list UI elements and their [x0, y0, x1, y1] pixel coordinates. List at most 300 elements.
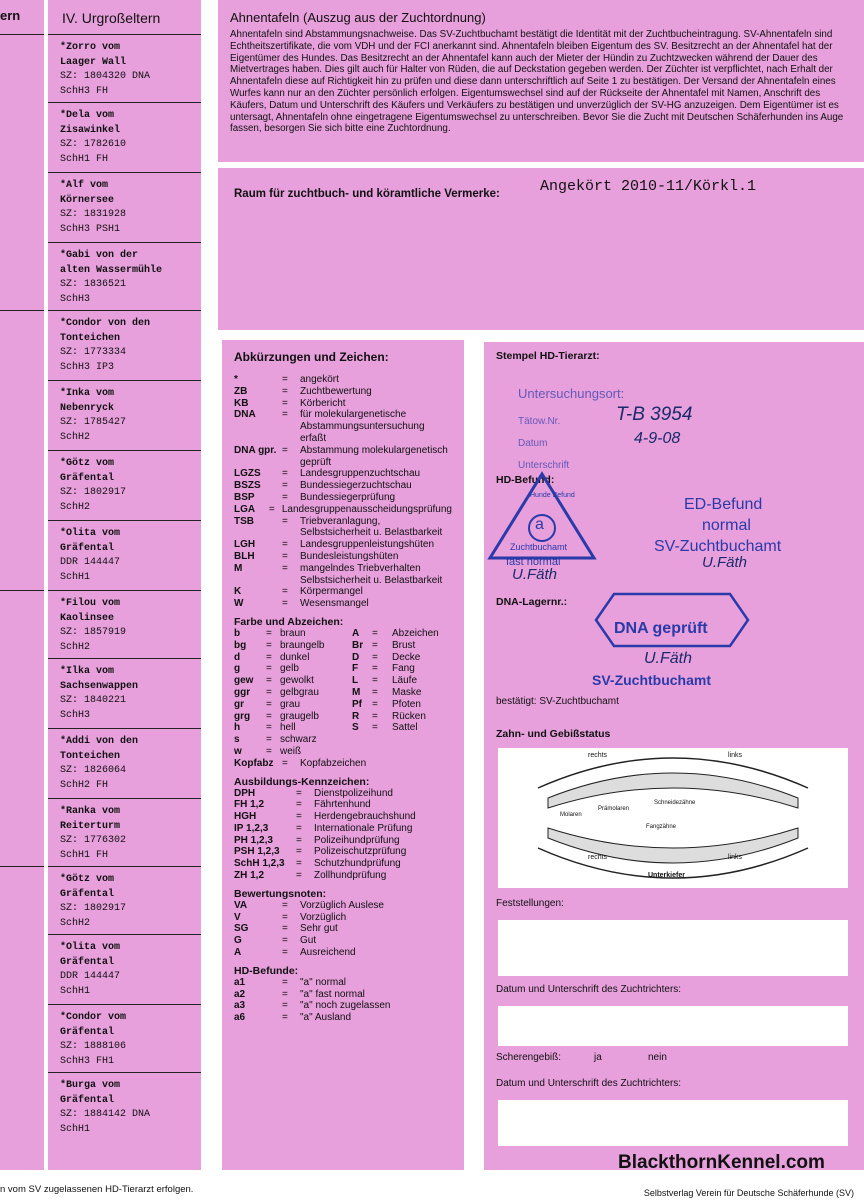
stamp-box — [484, 342, 864, 1170]
abbr-value: Wesensmangel — [300, 598, 369, 610]
ancestor-name: *Dela vom — [60, 110, 115, 121]
abbr-row — [234, 516, 452, 540]
ancestor-entry — [48, 34, 201, 102]
abbr-eq: = — [282, 1000, 288, 1012]
abbr-value: für molekulargenetische Abstammungsuntersuchung erfaßt — [300, 409, 425, 444]
abbr-row — [234, 409, 452, 444]
ancestor-entry — [48, 1072, 201, 1140]
ancestor-name: *Addi von den — [60, 736, 139, 747]
ancestor-sz: SZ: 1776302 — [60, 835, 127, 846]
divider — [0, 590, 44, 591]
datum-unterschrift-label-2: Datum und Unterschrift des Zuchtrichters: — [496, 1078, 682, 1089]
abbr-row — [234, 539, 452, 551]
abbr-value: Körpermangel — [300, 586, 363, 598]
footer-right: Selbstverlag Verein für Deutsche Schäferhunde (SV) — [643, 1188, 854, 1198]
abbr-value: Körbericht — [300, 397, 346, 409]
abbr-row — [234, 923, 452, 935]
ausbildung-title: Ausbildungs-Kennzeichen: — [234, 775, 370, 788]
color-row — [234, 734, 452, 746]
abbr-eq: = — [296, 858, 302, 870]
generation-3-column — [0, 0, 44, 1170]
ancestor-titles: SchH1 — [60, 571, 91, 583]
abbr-value: Polizeihundprüfung — [314, 834, 400, 846]
abbr-row — [234, 563, 452, 587]
abbr-eq: = — [296, 811, 302, 823]
ancestor-kennel: Gräfental — [60, 1094, 115, 1106]
abbr-row — [234, 835, 452, 847]
links-label: links — [728, 854, 743, 861]
ancestor-sz: SZ: 1802917 — [60, 487, 127, 498]
ancestor-sz: SZ: 1785427 — [60, 417, 127, 428]
unterschrift-label: Unterschrift — [518, 460, 570, 471]
abbr-key: a6 — [234, 1012, 246, 1024]
marking-eq: = — [372, 627, 378, 639]
ancestor-name: *Ilka vom — [60, 666, 115, 677]
ancestor-entry — [48, 658, 201, 728]
marking-key: Pf — [352, 698, 362, 710]
abbr-key: SchH 1,2,3 — [234, 858, 285, 870]
color-value: weiß — [280, 745, 302, 757]
marking-key: Br — [352, 639, 364, 651]
ancestor-titles: SchH2 — [60, 501, 91, 513]
color-key: g — [234, 663, 241, 675]
abbr-row — [234, 846, 452, 858]
hd-befund-label: HD-Befund: — [496, 474, 555, 486]
marking-value: Brust — [392, 639, 416, 651]
color-eq: = — [266, 651, 272, 663]
ancestor-titles: SchH1 FH — [60, 153, 109, 165]
color-value: braungelb — [280, 639, 325, 651]
color-eq: = — [266, 675, 272, 687]
abbr-eq: = — [282, 562, 288, 574]
abbr-row — [234, 374, 452, 386]
col4-header: IV. Urgroßeltern — [62, 10, 161, 26]
ancestor-sz: SZ: 1782610 — [60, 139, 127, 150]
color-eq: = — [266, 663, 272, 675]
feststellungen-label: Feststellungen: — [496, 898, 564, 909]
abbr-eq: = — [296, 870, 302, 882]
marking-key: L — [352, 675, 359, 687]
abbr-row — [234, 935, 452, 947]
abbr-row — [234, 445, 452, 469]
ancestor-titles: SchH2 FH — [60, 779, 109, 791]
ancestor-titles: SchH2 — [60, 641, 91, 653]
marking-eq: = — [372, 698, 378, 710]
ancestor-kennel: Zisawinkel — [60, 124, 121, 136]
color-key: grg — [234, 710, 251, 722]
ancestor-kennel: Sachsenwappen — [60, 680, 139, 692]
datum-unterschrift-field[interactable] — [498, 1006, 848, 1046]
remarks-title: Raum für zuchtbuch- und köramtliche Vermerke: — [234, 188, 500, 200]
abbr-value: mangelndes Triebverhalten Selbstsicherheit u. Belastbarkeit — [300, 562, 443, 586]
molaren-label: Molaren — [560, 812, 582, 818]
abbr-eq: = — [282, 491, 288, 503]
ancestor-sz: DDR 144447 — [60, 971, 121, 982]
color-row — [234, 746, 452, 758]
color-eq: = — [266, 745, 272, 757]
abbr-row — [234, 551, 452, 563]
abbr-value: Zuchtbewertung — [300, 385, 372, 397]
ancestor-titles: SchH3 — [60, 709, 91, 721]
abbr-row — [234, 977, 452, 989]
feststellungen-field[interactable] — [498, 920, 848, 976]
color-value: gewolkt — [280, 675, 314, 687]
unterkiefer-label: Unterkiefer — [648, 872, 685, 879]
farbe-title: Farbe und Abzeichen: — [234, 615, 344, 628]
abbr-eq: = — [282, 468, 288, 480]
marking-key: M — [352, 686, 361, 698]
abbr-row — [234, 912, 452, 924]
abbr-key: * — [234, 374, 238, 385]
ed-normal: normal — [702, 517, 751, 534]
ancestor-titles: SchH1 FH — [60, 849, 109, 861]
abbr-key: TSB — [234, 515, 254, 527]
marking-key — [352, 746, 372, 758]
signature: U.Fäth — [512, 566, 558, 583]
abbr-key: a2 — [234, 988, 246, 1000]
scheren-label: Scherengebiß: — [496, 1052, 562, 1063]
abbr-value: Landesgruppenleistungshüten — [300, 539, 434, 551]
color-eq: = — [266, 734, 272, 746]
abbr-eq: = — [282, 757, 288, 769]
abbr-row — [234, 858, 452, 870]
ancestor-name: *Condor von den — [60, 318, 151, 329]
abbr-key: ZH 1,2 — [234, 870, 265, 882]
ancestor-entry — [48, 1004, 201, 1072]
scheren-ja[interactable]: ja — [594, 1052, 602, 1063]
scheren-nein[interactable]: nein — [648, 1052, 667, 1063]
abbr-eq: = — [282, 539, 288, 551]
abbr-key: BSP — [234, 491, 255, 503]
abbr-key: SG — [234, 923, 249, 935]
ancestor-titles: SchH3 FH1 — [60, 1055, 115, 1067]
abbr-key: BLH — [234, 550, 255, 562]
ahnentafeln-title: Ahnentafeln (Auszug aus der Zuchtordnung) — [230, 10, 486, 25]
ancestor-titles: SchH1 — [60, 1123, 91, 1135]
ancestor-name: *Olita vom — [60, 942, 121, 953]
abbr-value: Zollhundprüfung — [314, 870, 387, 882]
color-eq: = — [266, 722, 272, 734]
abbr-eq: = — [282, 598, 288, 610]
fangzaehne-label: Fangzähne — [646, 824, 677, 830]
color-key: d — [234, 651, 241, 663]
ancestor-entry — [48, 380, 201, 450]
abbr-eq: = — [282, 586, 288, 598]
abbr-key: IP 1,2,3 — [234, 822, 269, 834]
marking-value: Sattel — [392, 722, 418, 734]
ancestor-entry — [48, 172, 201, 242]
triangle-letter: a — [535, 516, 544, 533]
ancestor-sz: SZ: 1826064 — [60, 765, 127, 776]
abbr-eq: = — [282, 911, 288, 923]
abbr-value: "a" normal — [300, 976, 347, 988]
abbr-key: DPH — [234, 787, 256, 799]
abbr-eq: = — [282, 385, 288, 397]
ancestor-entry — [48, 728, 201, 798]
ancestor-titles: SchH3 IP3 — [60, 361, 115, 373]
marking-key: R — [352, 710, 360, 722]
color-value: gelb — [280, 663, 299, 675]
abbr-value: Abstammung molekulargenetisch geprüft — [300, 444, 448, 468]
color-key: bg — [234, 639, 247, 651]
ancestor-entry — [48, 450, 201, 520]
abbr-eq: = — [282, 397, 288, 409]
ancestor-name: *Burga vom — [60, 1080, 121, 1091]
datum-unterschrift-label: Datum und Unterschrift des Zuchtrichters: — [496, 984, 682, 995]
marking-value — [392, 734, 452, 746]
marking-value: Fang — [392, 663, 415, 675]
bewertung-title: Bewertungsnoten: — [234, 887, 327, 900]
ancestor-sz: SZ: 1773334 — [60, 347, 127, 358]
ancestor-entry — [48, 520, 201, 590]
abbr-key: M — [234, 562, 243, 574]
ancestor-entry — [48, 798, 201, 866]
ancestor-titles: SchH2 — [60, 917, 91, 929]
abbr-eq: = — [282, 374, 288, 385]
abbr-value: "a" fast normal — [300, 988, 365, 1000]
abbr-key: ZB — [234, 385, 248, 397]
marking-key: S — [352, 722, 359, 734]
ancestor-kennel: Gräfental — [60, 888, 115, 900]
abbr-row — [234, 823, 452, 835]
ancestor-kennel: Gräfental — [60, 956, 115, 968]
triangle-bottom: Zuchtbuchamt — [510, 542, 568, 552]
marking-eq — [372, 746, 392, 758]
color-key: gew — [234, 675, 254, 687]
handwritten-date: 4-9-08 — [634, 430, 681, 447]
abbr-row — [234, 788, 452, 800]
ancestor-entry — [48, 590, 201, 658]
abbr-value: Kopfabzeichen — [300, 757, 367, 769]
ancestor-entry — [48, 310, 201, 380]
color-value: braun — [280, 627, 306, 639]
abbr-eq: = — [296, 799, 302, 811]
abbr-key: G — [234, 935, 242, 947]
taetow-label: Tätow.Nr. — [518, 416, 561, 427]
dna-stamp: DNA geprüft — [614, 620, 708, 637]
stamp-title: Stempel HD-Tierarzt: — [496, 350, 600, 362]
abbr-eq: = — [268, 503, 275, 515]
marking-key: F — [352, 663, 359, 675]
ancestor-kennel: Körnersee — [60, 194, 115, 206]
praemolaren-label: Prämolaren — [598, 806, 630, 812]
ancestor-entry — [48, 242, 201, 310]
ancestor-sz: SZ: 1804320 DNA — [60, 71, 151, 82]
abbr-row — [234, 468, 452, 480]
abbr-key: VA — [234, 899, 248, 911]
color-value: gelbgrau — [280, 686, 319, 698]
abbr-value: Vorzüglich Auslese — [300, 899, 384, 911]
abbr-eq: = — [282, 947, 288, 959]
marking-value: Maske — [392, 686, 422, 698]
abbr-eq: = — [282, 988, 288, 1000]
color-key: b — [234, 627, 241, 639]
abbr-eq: = — [296, 822, 302, 834]
abbr-value: Triebveranlagung, Selbstsicherheit u. Belastbarkeit — [300, 515, 443, 539]
ancestor-kennel: Nebenryck — [60, 402, 115, 414]
abbr-row — [234, 386, 452, 398]
marking-key: A — [352, 627, 360, 639]
ancestor-titles: SchH1 — [60, 985, 91, 997]
abbr-value: Landesgruppenausscheidungsprüfung — [281, 503, 452, 515]
abbreviations-title: Abkürzungen und Zeichen: — [234, 350, 389, 364]
abbr-value: Schutzhundprüfung — [314, 858, 401, 870]
color-key: gr — [234, 698, 244, 710]
abbr-key: BSZS — [234, 480, 261, 492]
marking-eq: = — [372, 710, 378, 722]
kennel-logo: BlackthornKennel.com — [618, 1152, 825, 1173]
abbr-key: FH 1,2 — [234, 799, 265, 811]
ancestor-sz: SZ: 1836521 — [60, 279, 127, 290]
color-value: graugelb — [280, 710, 319, 722]
abbr-key: HGH — [234, 811, 257, 823]
divider — [0, 310, 44, 311]
abbr-value: Gut — [300, 935, 317, 947]
abbr-value: Herdengebrauchshund — [314, 811, 416, 823]
color-value: schwarz — [280, 734, 317, 746]
ancestor-kennel: Gräfental — [60, 1026, 115, 1038]
abbr-value: Bundessiegerprüfung — [300, 491, 396, 503]
abbr-key: LGH — [234, 539, 256, 551]
ancestor-name: *Olita vom — [60, 528, 121, 539]
marking-key — [352, 734, 372, 746]
col3-header: ern — [0, 8, 21, 23]
ahnentafeln-text: Ahnentafeln sind Abstammungsnachweise. Das SV-Zuchtbuchamt bestätigt die Identität mit der Zuchtbucheintragung. SV-Ahnentafeln sind Echtheitszertifikate, die vom VDH und der FCI anerkannt sind. Ahnentafeln bleiben Eigentum des SV. Besitzrecht an der Ahnentafel hat der Eigentümer des Hundes. Das Besitzrecht an der Ahnentafel kann auch der Mieter der Hündin zu Zuchtzwecken während der Dauer des Mietvertrages haben. Dies gilt auch für Halter von Rüden, die auf Deckstation gegeben werden. Der Züchter ist verpflichtet, nach Erhalt der Ahnentafeln diese auf Richtigkeit hin zu prüfen und diese dann unterschriftlich auf Seite 1 zu bestätigen. Der Versand der Ahnentafeln eines Wurfes kann nur an den Züchter persönlich erfolgen. Eigentumswechsel sind auf der Rückseite der Ahnentafel mit Namen, Anschrift des Käufers, Datum und Unterschrift des Käufers und Verkäufers zu bestätigen und unverzüglich der SV-HG anzuzeigen. Dem Eigentümer ist es untersagt, Ahnentafeln ohne eingetragene Eigentumswechsel zu unterschreiben. Bevor Sie die Zucht mit Deutschen Schäferhunden ins Auge fassen, besorgen Sie sich bitte eine Zuchtordnung. — [230, 29, 844, 135]
ancestor-sz: SZ: 1857919 — [60, 627, 127, 638]
abbreviations-box — [222, 340, 464, 1170]
color-eq: = — [266, 686, 272, 698]
zahn-title: Zahn- und Gebißstatus — [496, 728, 611, 740]
color-row — [234, 663, 452, 675]
ahnentafeln-box — [218, 0, 864, 162]
abbr-key: a3 — [234, 1000, 246, 1012]
datum-unterschrift-field-2[interactable] — [498, 1100, 848, 1146]
abbr-key: V — [234, 911, 241, 923]
ancestor-kennel: Laager Wall — [60, 56, 127, 68]
footer-left: n vom SV zugelassenen HD-Tierarzt erfolgen. — [0, 1184, 194, 1195]
dna-label: DNA-Lagernr.: — [496, 596, 568, 608]
divider — [0, 34, 44, 35]
abbr-eq: = — [282, 899, 288, 911]
abbr-value: Polizeischutzprüfung — [314, 846, 407, 858]
abbr-row — [234, 1012, 452, 1024]
abbr-eq: = — [282, 480, 288, 492]
ancestor-entry — [48, 866, 201, 934]
abbr-key: LGA — [234, 503, 256, 515]
color-eq: = — [266, 710, 272, 722]
ed-befund: ED-Befund — [684, 496, 763, 513]
color-value: grau — [280, 698, 301, 710]
color-row — [234, 699, 452, 711]
ancestor-kennel: Tonteichen — [60, 332, 121, 344]
marking-value: Läufe — [392, 675, 418, 687]
abbr-key: KB — [234, 397, 249, 409]
triangle-top: Hunde Befund — [530, 492, 575, 499]
ancestor-name: *Filou vom — [60, 598, 121, 609]
ancestor-sz: DDR 144447 — [60, 557, 121, 568]
ancestor-entry — [48, 102, 201, 172]
color-key: w — [234, 745, 242, 757]
color-row — [234, 628, 452, 640]
abbr-row — [234, 947, 452, 959]
signature: U.Fäth — [644, 650, 693, 667]
abbr-value: Vorzüglich — [300, 911, 347, 923]
abbr-key: DNA — [234, 409, 256, 421]
abbr-row — [234, 480, 452, 492]
ancestor-sz: SZ: 1840221 — [60, 695, 127, 706]
marking-key: D — [352, 651, 360, 663]
color-key: h — [234, 722, 241, 734]
abbr-eq: = — [282, 550, 288, 562]
abbr-row — [234, 398, 452, 410]
rechts-label: rechts — [588, 752, 608, 759]
abbr-row — [234, 989, 452, 1001]
abbr-value: Bundessiegerzuchtschau — [300, 480, 412, 492]
ancestor-kennel: Reiterturm — [60, 820, 121, 832]
abbr-row — [234, 492, 452, 504]
abbr-key: LGZS — [234, 468, 261, 480]
abbr-eq: = — [296, 834, 302, 846]
signature: U.Fäth — [702, 554, 748, 571]
marking-value: Abzeichen — [392, 627, 439, 639]
ancestor-sz: SZ: 1802917 — [60, 903, 127, 914]
ancestor-kennel: Tonteichen — [60, 750, 121, 762]
color-row — [234, 675, 452, 687]
rechts-label: rechts — [588, 854, 608, 861]
abbr-key: K — [234, 586, 242, 598]
abbr-value: Bundesleistungshüten — [300, 550, 399, 562]
marking-eq: = — [372, 651, 378, 663]
abbr-row — [234, 811, 452, 823]
teeth-diagram — [498, 748, 848, 888]
color-row — [234, 722, 452, 734]
color-row — [234, 652, 452, 664]
abbr-key: DNA gpr. — [234, 444, 277, 456]
color-value: dunkel — [280, 651, 310, 663]
remarks-box — [218, 168, 864, 330]
ancestor-name: *Inka vom — [60, 388, 115, 399]
bestaetigt-text: bestätigt: SV-Zuchtbuchamt — [496, 696, 619, 707]
divider — [201, 0, 215, 1170]
hd-title: HD-Befunde: — [234, 964, 299, 977]
abbr-row — [234, 870, 452, 882]
color-key: s — [234, 734, 240, 746]
ancestor-name: *Condor vom — [60, 1012, 127, 1023]
marking-value — [392, 746, 452, 758]
abbr-value: Fährtenhund — [314, 799, 371, 811]
abbr-key: PSH 1,2,3 — [234, 846, 280, 858]
ed-zuchtbuchamt: SV-Zuchtbuchamt — [654, 538, 782, 555]
abbr-row — [234, 504, 452, 516]
abbr-key: W — [234, 598, 244, 610]
abbr-eq: = — [282, 515, 288, 527]
abbr-value: Landesgruppenzuchtschau — [300, 468, 421, 480]
ancestor-kennel: Gräfental — [60, 472, 115, 484]
divider — [0, 866, 44, 867]
color-row — [234, 711, 452, 723]
ancestor-name: *Gabi von der — [60, 250, 139, 261]
ancestor-name: *Götz vom — [60, 458, 115, 469]
abbr-eq: = — [282, 935, 288, 947]
ancestor-sz: SZ: 1831928 — [60, 209, 127, 220]
abbr-key: A — [234, 947, 242, 959]
ancestor-titles: SchH3 FH — [60, 85, 109, 97]
abbr-eq: = — [282, 1012, 288, 1024]
marking-value: Rücken — [392, 710, 426, 722]
ancestor-sz: SZ: 1884142 DNA — [60, 1109, 151, 1120]
ancestor-name: *Ranka vom — [60, 806, 121, 817]
marking-eq: = — [372, 675, 378, 687]
